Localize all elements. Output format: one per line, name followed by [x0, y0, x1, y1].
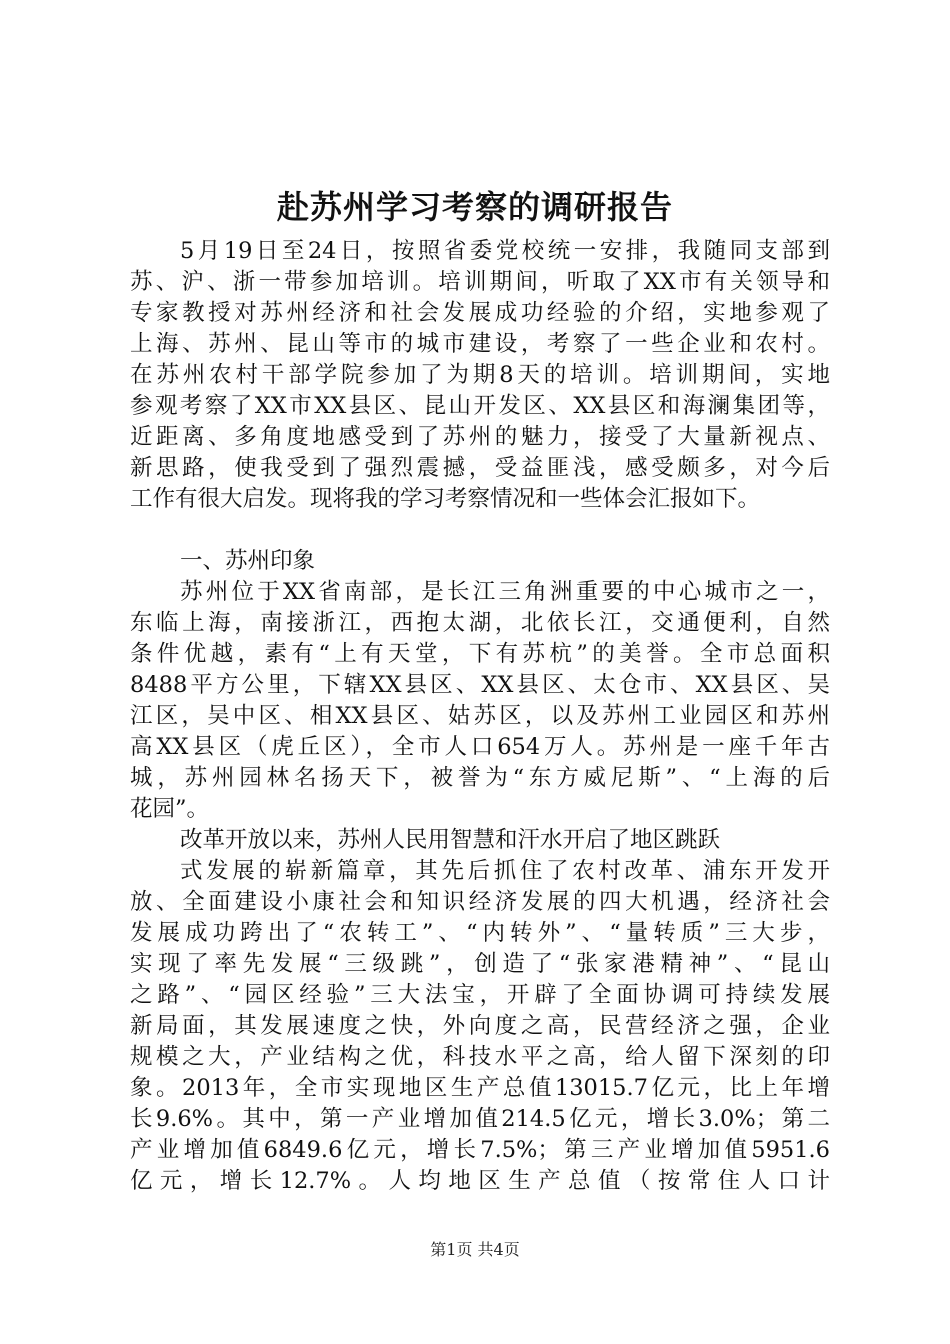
paragraph-line: 花园”。 [130, 796, 210, 822]
paragraph-line: 发展成功跨出了“农转工”、“内转外”、“量转质”三大步， [130, 920, 830, 946]
paragraph-line: 新思路，使我受到了强烈震撼，受益匪浅，感受颇多，对今后 [130, 455, 830, 481]
paragraph-line: 参观考察了XX市XX县区、昆山开发区、XX县区和海澜集团等， [130, 393, 830, 419]
page-title: 赴苏州学习考察的调研报告 [276, 188, 673, 226]
paragraph-line: 改革开放以来，苏州人民用智慧和汗水开启了地区跳跃 [180, 827, 721, 853]
paragraph-line: 城，苏州园林名扬天下，被誉为“东方威尼斯”、“上海的后 [130, 765, 830, 791]
paragraph-line: 上海、苏州、昆山等市的城市建设，考察了一些企业和农村。 [130, 331, 830, 357]
paragraph-line: 放、全面建设小康社会和知识经济发展的四大机遇，经济社会 [130, 889, 830, 915]
paragraph-line: 近距离、多角度地感受到了苏州的魅力，接受了大量新视点、 [130, 424, 830, 450]
paragraph-line: 8488平方公里，下辖XX县区、XX县区、太仓市、XX县区、吴 [130, 672, 830, 698]
paragraph-line: 在苏州农村干部学院参加了为期8天的培训。培训期间，实地 [130, 362, 830, 388]
paragraph-line: 象。2013年，全市实现地区生产总值13015.7亿元，比上年增 [130, 1075, 830, 1101]
paragraph-gap [130, 515, 830, 546]
paragraph-line: 长9.6%。其中，第一产业增加值214.5亿元，增长3.0%；第二 [130, 1106, 830, 1132]
section-heading: 一、苏州印象 [180, 548, 316, 574]
paragraph-line: 苏、沪、浙一带参加培训。培训期间，听取了XX市有关领导和 [130, 269, 830, 295]
paragraph-line: 5月19日至24日，按照省委党校统一安排，我随同支部到 [180, 238, 830, 264]
paragraph-line: 江区，吴中区、相XX县区、姑苏区，以及苏州工业园区和苏州 [130, 703, 830, 729]
page-footer: 第1页 共4页 [430, 1240, 520, 1259]
paragraph-line: 工作有很大启发。现将我的学习考察情况和一些体会汇报如下。 [130, 486, 761, 512]
paragraph-line: 之路”、“园区经验”三大法宝，开辟了全面协调可持续发展 [130, 982, 830, 1008]
paragraph-line: 产业增加值6849.6亿元，增长7.5%；第三产业增加值5951.6 [130, 1137, 830, 1163]
paragraph-line: 条件优越，素有“上有天堂，下有苏杭”的美誉。全市总面积 [130, 641, 830, 667]
document-body [130, 236, 830, 1197]
paragraph-line: 苏州位于XX省南部，是长江三角洲重要的中心城市之一， [180, 579, 830, 605]
paragraph-line: 专家教授对苏州经济和社会发展成功经验的介绍，实地参观了 [130, 300, 830, 326]
paragraph-line: 东临上海，南接浙江，西抱太湖，北依长江，交通便利，自然 [130, 610, 830, 636]
paragraph-line: 亿元，增长12.7%。人均地区生产总值（按常住人口计 [130, 1168, 830, 1194]
paragraph-line: 实现了率先发展“三级跳”，创造了“张家港精神”、“昆山 [130, 951, 830, 977]
paragraph-line: 式发展的崭新篇章，其先后抓住了农村改革、浦东开发开 [180, 858, 830, 884]
paragraph-line: 新局面，其发展速度之快，外向度之高，民营经济之强，企业 [130, 1013, 830, 1039]
paragraph-line: 高XX县区（虎丘区），全市人口654万人。苏州是一座千年古 [130, 734, 830, 760]
paragraph-line: 规模之大，产业结构之优，科技水平之高，给人留下深刻的印 [130, 1044, 830, 1070]
